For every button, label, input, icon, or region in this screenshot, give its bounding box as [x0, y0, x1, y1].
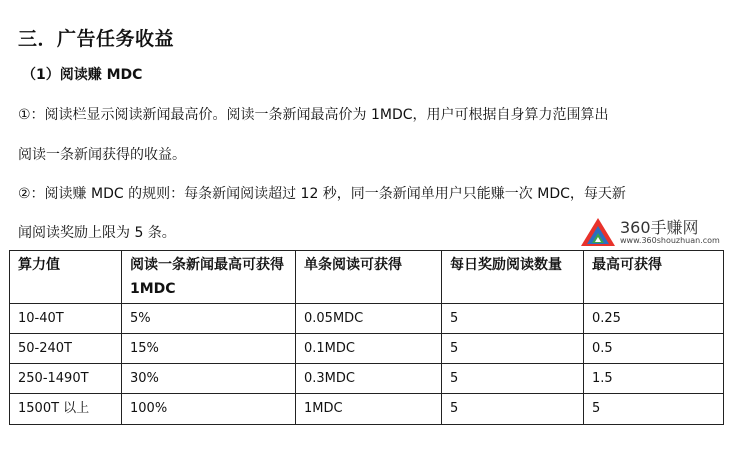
table-cell: 250-1490T — [10, 364, 122, 394]
reward-table — [9, 250, 724, 425]
table-cell: 1500T 以上 — [10, 394, 122, 425]
table-header-cell: 算力值 — [10, 251, 122, 304]
watermark-url: www.360shouzhuan.com — [620, 236, 720, 245]
table-cell: 15% — [122, 334, 296, 364]
table-cell: 5 — [442, 334, 584, 364]
table-cell: 5 — [442, 394, 584, 425]
table-cell: 0.1MDC — [296, 334, 442, 364]
paragraph-line: 闻阅读奖励上限为 5 条。 — [18, 225, 176, 241]
section-heading: 三．广告任务收益 — [18, 28, 175, 50]
table-cell: 5 — [442, 364, 584, 394]
paragraph-line: ①：阅读栏显示阅读新闻最高价。阅读一条新闻最高价为 1MDC，用户可根据自身算力范围算出 — [18, 107, 609, 123]
table-header-cell: 单条阅读可获得 — [296, 251, 442, 304]
table-cell: 30% — [122, 364, 296, 394]
table-header-row — [10, 251, 724, 304]
table-header-cell: 每日奖励阅读数量 — [442, 251, 584, 304]
subsection-heading: （1）阅读赚 MDC — [22, 67, 143, 83]
table-cell: 1.5 — [584, 364, 724, 394]
table-cell: 1MDC — [296, 394, 442, 425]
triangle-logo-icon — [580, 217, 616, 247]
watermark-title: 360手赚网 — [620, 218, 699, 237]
table-cell: 100% — [122, 394, 296, 425]
table-cell: 5 — [584, 394, 724, 425]
table-cell: 0.3MDC — [296, 364, 442, 394]
table-row — [10, 304, 724, 334]
table-row — [10, 394, 724, 425]
paragraph-line: 阅读一条新闻获得的收益。 — [18, 147, 186, 163]
table-cell: 5% — [122, 304, 296, 334]
watermark — [580, 215, 730, 251]
table-cell: 0.05MDC — [296, 304, 442, 334]
paragraph-line: ②：阅读赚 MDC 的规则：每条新闻阅读超过 12 秒，同一条新闻单用户只能赚一次 MDC，每天新 — [18, 186, 626, 202]
table-cell: 0.5 — [584, 334, 724, 364]
table-cell: 0.25 — [584, 304, 724, 334]
table-header-cell: 最高可获得 — [584, 251, 724, 304]
table-header-cell: 阅读一条新闻最高可获得 1MDC — [122, 251, 296, 304]
table-row — [10, 364, 724, 394]
table-row — [10, 334, 724, 364]
table-cell: 10-40T — [10, 304, 122, 334]
table-cell: 5 — [442, 304, 584, 334]
table-cell: 50-240T — [10, 334, 122, 364]
